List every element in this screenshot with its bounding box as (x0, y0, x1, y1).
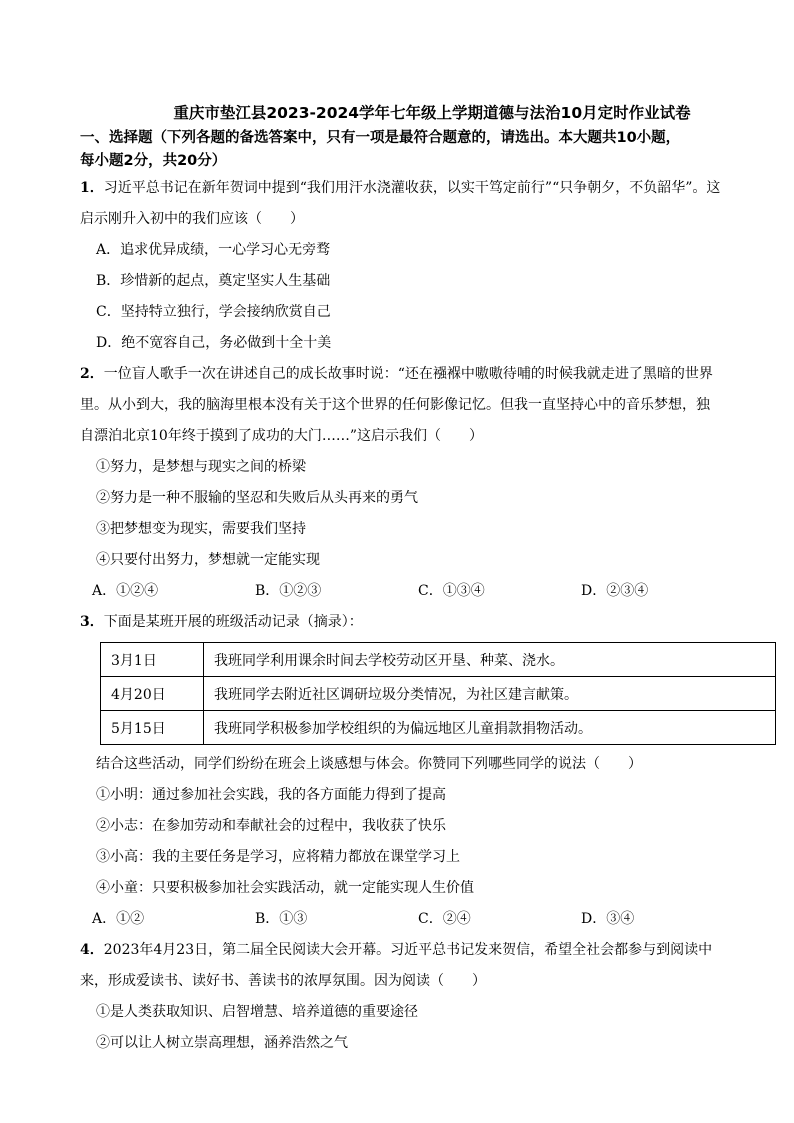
question-3-item-4: ④小童：只要积极参加社会实践活动，就一定能实现人生价值 (96, 880, 474, 896)
question-2-item-3: ③把梦想变为现实，需要我们坚持 (96, 521, 306, 537)
question-3-choice-a[interactable]: A．①② (92, 911, 145, 927)
question-1-option-b[interactable]: B．珍惜新的起点，奠定坚实人生基础 (96, 273, 331, 289)
question-2-item-1: ①努力，是梦想与现实之间的桥梁 (96, 459, 306, 475)
question-1-option-d[interactable]: D．绝不宽容自己，务必做到十全十美 (96, 335, 332, 351)
question-2-stem-line1 (80, 359, 754, 390)
question-2-stem-line3: 自漂泊北京10年终于摸到了成功的大门……”这启示我们（ ） (80, 428, 483, 444)
table-cell-activity: 我班同学去附近社区调研垃圾分类情况，为社区建言献策。 (204, 677, 776, 711)
question-4-item-1: ①是人类获取知识、启智增慧、培养道德的重要途径 (96, 1004, 418, 1020)
question-2-item-2: ②努力是一种不服输的坚忍和失败后从头再来的勇气 (96, 490, 418, 506)
question-1-option-c[interactable]: C．坚持特立独行，学会接纳欣赏自己 (96, 304, 331, 320)
question-2-choice-a[interactable]: A．①②④ (92, 583, 159, 599)
question-3-item-1: ①小明：通过参加社会实践，我的各方面能力得到了提高 (96, 787, 446, 803)
question-2 (80, 359, 754, 607)
question-2-stem-line2: 里。从小到大，我的脑海里根本没有关于这个世界的任何影像记忆。但我一直坚持心中的音乐梦想，独 (80, 397, 710, 413)
question-3-text: 下面是某班开展的班级活动记录（摘录）： (103, 614, 363, 630)
question-2-choices (80, 576, 754, 607)
question-4-number: 4． (80, 942, 104, 958)
activity-record-table (100, 642, 776, 745)
table-row (101, 677, 776, 711)
section-heading-line1: 一、选择题（下列各题的备选答案中，只有一项是最符合题意的，请选出。本大题共10小题， (80, 130, 681, 146)
question-1-text: 习近平总书记在新年贺词中提到“我们用汗水浇灌收获，以实干笃定前行”“只争朝夕，不负韶华”。这 (103, 180, 721, 196)
question-3-choice-b[interactable]: B．①③ (255, 911, 308, 927)
question-1-option-a[interactable]: A．追求优异成绩，一心学习心无旁骛 (96, 242, 331, 258)
question-3-item-2: ②小志：在参加劳动和奉献社会的过程中，我收获了快乐 (96, 818, 446, 834)
question-1-stem-line1 (80, 173, 754, 204)
question-3-choice-c[interactable]: C．②④ (418, 911, 471, 927)
question-2-choice-d[interactable]: D．②③④ (581, 583, 649, 599)
question-2-choice-b[interactable]: B．①②③ (255, 583, 322, 599)
question-4-item-2: ②可以让人树立崇高理想，涵养浩然之气 (96, 1035, 348, 1051)
question-2-choice-c[interactable]: C．①③④ (418, 583, 485, 599)
question-3-prompt: 结合这些活动，同学们纷纷在班会上谈感想与体会。你赞同下列哪些同学的说法（ ） (96, 756, 642, 772)
question-4-stem-line2: 来，形成爱读书、读好书、善读书的浓厚氛围。因为阅读（ ） (80, 973, 486, 989)
question-3-choice-d[interactable]: D．③④ (581, 911, 635, 927)
table-cell-activity: 我班同学利用课余时间去学校劳动区开垦、种菜、浇水。 (204, 643, 776, 677)
question-3 (80, 607, 754, 935)
page-title: 重庆市垫江县2023-2024学年七年级上学期道德与法治10月定时作业试卷 (173, 104, 691, 122)
question-1 (80, 173, 754, 359)
question-4 (80, 935, 754, 1059)
question-3-number: 3． (80, 614, 104, 630)
table-row (101, 711, 776, 745)
table-cell-date: 3月1日 (101, 643, 204, 677)
table-cell-date: 5月15日 (101, 711, 204, 745)
question-4-stem-line1 (80, 935, 754, 966)
question-4-text: 2023年4月23日，第二届全民阅读大会开幕。习近平总书记发来贺信，希望全社会都参与到阅读中 (103, 942, 713, 958)
question-1-number: 1． (80, 180, 104, 196)
question-3-item-3: ③小高：我的主要任务是学习，应将精力都放在课堂学习上 (96, 849, 460, 865)
question-1-stem-line2: 启示刚升入初中的我们应该（ ） (80, 211, 304, 227)
table-cell-activity: 我班同学积极参加学校组织的为偏远地区儿童捐款捐物活动。 (204, 711, 776, 745)
question-3-stem (80, 607, 754, 638)
section-heading (80, 127, 754, 173)
table-cell-date: 4月20日 (101, 677, 204, 711)
question-2-text: 一位盲人歌手一次在讲述自己的成长故事时说：“还在襁褓中嗷嗷待哺的时候我就走进了黑暗的世界 (103, 366, 713, 382)
question-3-choices (80, 904, 754, 935)
section-heading-line2: 每小题2分，共20分） (80, 153, 227, 169)
question-2-number: 2． (80, 366, 104, 382)
question-2-item-4: ④只要付出努力，梦想就一定能实现 (96, 552, 320, 568)
table-row (101, 643, 776, 677)
